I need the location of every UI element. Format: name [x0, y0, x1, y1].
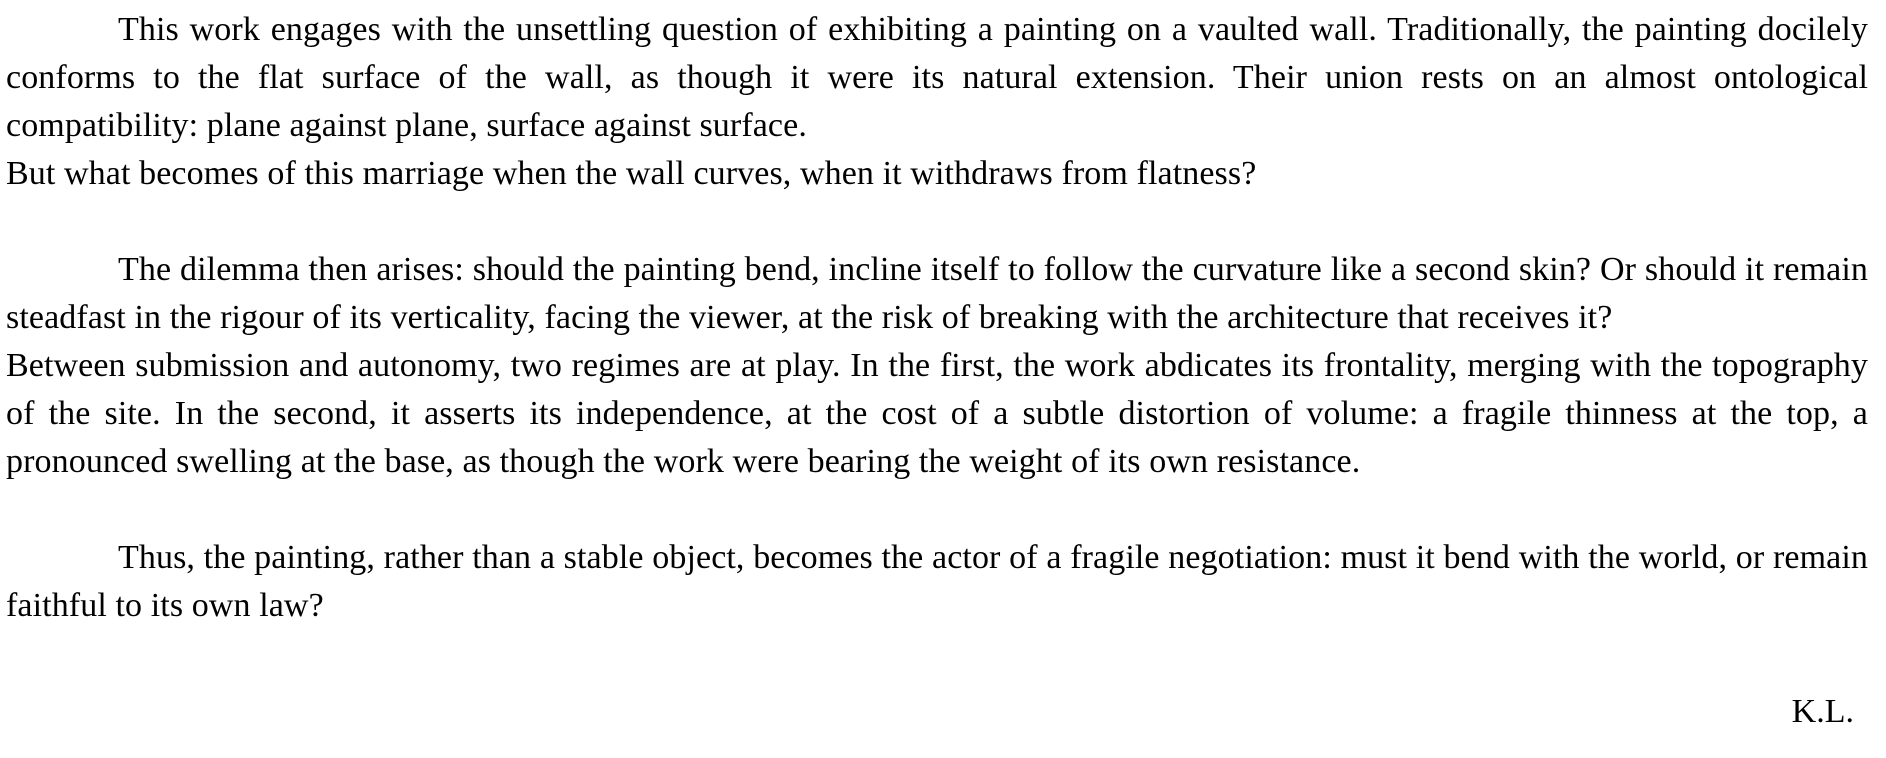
- paragraph-spacer-1: [6, 198, 1868, 246]
- paragraph-two: [6, 246, 1868, 486]
- paragraph-one: [6, 6, 1868, 198]
- paragraph-two-line-2: Between submission and autonomy, two regimes are at play. In the first, the work abdicates its frontality, merging with the topography of the site. In the second, it asserts its independence, at the cost of a subtle distortion of volume: a fragile thinness at the top, a pronounced swelling at the base, as though the work were bearing the weight of its own resistance.: [6, 347, 1868, 480]
- paragraph-two-line-1: The dilemma then arises: should the painting bend, incline itself to follow the curvature like a second skin? Or should it remain steadfast in the rigour of its verticality, facing the viewer, at the risk of breaking with the architecture that receives it?: [6, 251, 1868, 336]
- paragraph-one-line-2: But what becomes of this marriage when the wall curves, when it withdraws from flatness?: [6, 155, 1257, 192]
- author-signature: K.L.: [1791, 693, 1854, 730]
- paragraph-one-line-1: This work engages with the unsettling question of exhibiting a painting on a vaulted wall. Traditionally, the painting docilely conforms to the flat surface of the wall, as though it were its natural extension. Their union rests on an almost ontological compatibility: plane against plane, surface against surface.: [6, 11, 1868, 144]
- paragraph-spacer-2: [6, 486, 1868, 534]
- paragraph-three-line-1: Thus, the painting, rather than a stable object, becomes the actor of a fragile negotiation: must it bend with the world, or remain faithful to its own law?: [6, 539, 1868, 624]
- paragraph-three: [6, 534, 1868, 630]
